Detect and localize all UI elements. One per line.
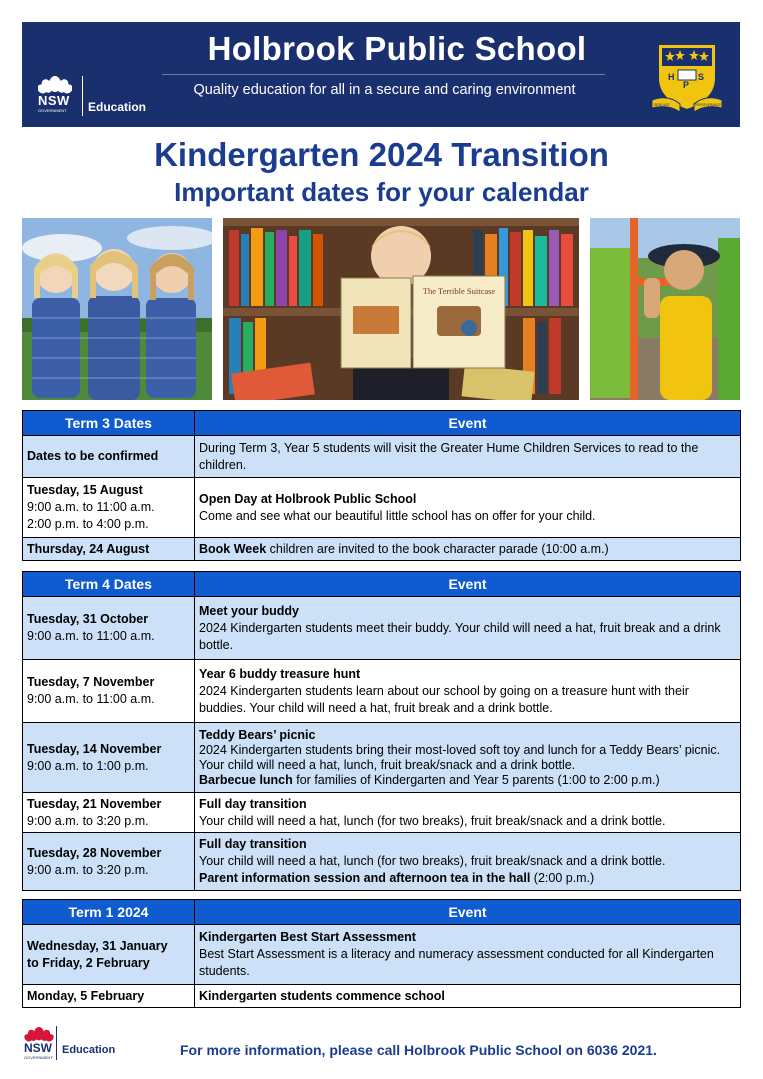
school-header bbox=[22, 22, 740, 127]
school-motto: Quality education for all in a secure and caring environment bbox=[193, 82, 576, 98]
crest-banner-right: PERSEVERANCE bbox=[695, 103, 722, 107]
row-date: Tuesday, 14 November bbox=[27, 741, 162, 756]
term3-header-event: Event bbox=[195, 411, 741, 436]
row-event-heading: Full day transition bbox=[199, 837, 307, 851]
photo-boy-reading bbox=[223, 218, 579, 400]
crest-letter-h: H bbox=[668, 72, 675, 82]
term4-header-dates: Term 4 Dates bbox=[23, 572, 195, 597]
row-time: 9:00 a.m. to 11:00 a.m. bbox=[27, 692, 155, 706]
school-name: Holbrook Public School bbox=[207, 30, 587, 67]
photo-boy-playground bbox=[590, 218, 740, 400]
sub-title: Important dates for your calendar bbox=[174, 177, 589, 207]
row-event-text: Your child will need a hat, lunch (for two breaks), fruit break/snack and a drink bottle. bbox=[199, 813, 666, 828]
row-event-heading: Kindergarten Best Start Assessment bbox=[199, 930, 416, 944]
row-date: Tuesday, 7 November bbox=[27, 675, 155, 689]
row-date: Tuesday, 31 October bbox=[27, 612, 149, 626]
book-title: The Terrible Suitcase bbox=[422, 286, 496, 296]
row-event-heading: Meet your buddy bbox=[199, 603, 300, 618]
row-event-text: 2024 Kindergarten students bring their most-loved soft toy and lunch for a Teddy Bears’ picnic. Your child will need a hat, lunch, fruit break/snack and a drink bottle. bbox=[199, 742, 721, 772]
table-row bbox=[23, 833, 741, 891]
row-event-text: 2024 Kindergarten students meet their buddy. Your child will need a hat, fruit break and a drink bottle. bbox=[199, 620, 721, 652]
footer-nsw-text: NSW bbox=[24, 1041, 52, 1055]
photo-three-girls bbox=[22, 218, 212, 400]
row-event-extra-text: for families of Kindergarten and Year 5 parents (1:00 to 2:00 p.m.) bbox=[292, 772, 660, 787]
term3-header-dates: Term 3 Dates bbox=[23, 411, 195, 436]
row-event-heading: Teddy Bears’ picnic bbox=[199, 727, 316, 742]
footer-contact: For more information, please call Holbrook Public School on 6036 2021. bbox=[180, 1042, 657, 1058]
row-event-extra-text: (2:00 p.m.) bbox=[530, 871, 595, 885]
row-date: Monday, 5 February bbox=[23, 985, 195, 1008]
row-event-heading: Book Week bbox=[199, 541, 267, 556]
row-event-text: During Term 3, Year 5 students will visit the Greater Hume Children Services to read to the children. bbox=[195, 436, 741, 478]
crest-letter-s: S bbox=[698, 72, 705, 82]
nsw-gov-text: GOVERNMENT bbox=[38, 108, 67, 113]
school-crest-icon bbox=[650, 38, 724, 116]
main-title: Kindergarten 2024 Transition bbox=[154, 136, 609, 173]
row-date: Tuesday, 28 November bbox=[27, 845, 162, 860]
table-row bbox=[23, 436, 741, 478]
row-date: Tuesday, 21 November bbox=[27, 796, 162, 811]
row-event-heading: Kindergarten students commence school bbox=[195, 985, 741, 1008]
row-event-extra-bold: Parent information session and afternoon tea in the hall bbox=[199, 871, 531, 885]
row-date: Thursday, 24 August bbox=[23, 538, 195, 561]
term4-table bbox=[22, 571, 741, 891]
row-event-heading: Year 6 buddy treasure hunt bbox=[199, 666, 361, 681]
crest-banner-left: SERVICE bbox=[654, 103, 670, 107]
row-time: 9:00 a.m. to 3:20 p.m. bbox=[27, 813, 149, 828]
row-date: Tuesday, 15 August bbox=[27, 483, 143, 497]
nsw-education-logo bbox=[36, 70, 156, 122]
logo-divider bbox=[82, 76, 83, 116]
table-row bbox=[23, 793, 741, 833]
table-row bbox=[23, 538, 741, 561]
table-row bbox=[23, 660, 741, 723]
row-time: 9:00 a.m. to 11:00 a.m. bbox=[27, 500, 155, 514]
table-row bbox=[23, 478, 741, 538]
row-event-text: 2024 Kindergarten students learn about our school by going on a treasure hunt with their buddies. Your child will need a hat, fruit break and a drink bottle. bbox=[199, 683, 689, 715]
waratah-icon bbox=[24, 1022, 54, 1042]
table-row bbox=[23, 925, 741, 985]
footer-education-label: Education bbox=[62, 1044, 116, 1056]
row-date-end: to Friday, 2 February bbox=[27, 955, 150, 970]
row-event-text: Come and see what our beautiful little school has on offer for your child. bbox=[199, 508, 596, 523]
footer-nsw-logo bbox=[22, 1022, 132, 1062]
row-date: Dates to be confirmed bbox=[23, 436, 195, 478]
crest-letter-p: P bbox=[683, 80, 690, 90]
row-event-text: Best Start Assessment is a literacy and numeracy assessment conducted for all Kindergarten students. bbox=[199, 947, 714, 978]
row-time: 2:00 p.m. to 4:00 p.m. bbox=[27, 517, 149, 531]
table-row bbox=[23, 597, 741, 660]
term1-header-event: Event bbox=[195, 900, 741, 925]
term1-header-dates: Term 1 2024 bbox=[23, 900, 195, 925]
term3-table bbox=[22, 410, 741, 561]
waratah-icon bbox=[38, 70, 72, 94]
row-event-extra-bold: Barbecue lunch bbox=[199, 772, 293, 787]
row-date: Wednesday, 31 January bbox=[27, 938, 168, 953]
education-label: Education bbox=[88, 100, 147, 114]
table-row bbox=[23, 723, 741, 793]
nsw-logo-text: NSW bbox=[38, 93, 70, 108]
row-time: 9:00 a.m. to 1:00 p.m. bbox=[27, 758, 149, 773]
row-time: 9:00 a.m. to 11:00 a.m. bbox=[27, 629, 155, 643]
row-event-text: Your child will need a hat, lunch (for two breaks), fruit break/snack and a drink bottle. bbox=[199, 854, 666, 868]
row-event-heading: Full day transition bbox=[199, 796, 307, 811]
header-divider bbox=[162, 74, 605, 75]
table-row bbox=[23, 985, 741, 1008]
row-event-text: children are invited to the book character parade (10:00 a.m.) bbox=[266, 541, 609, 556]
term1-table bbox=[22, 899, 741, 1008]
row-event-heading: Open Day at Holbrook Public School bbox=[199, 491, 417, 506]
footer-logo-divider bbox=[56, 1026, 57, 1060]
term4-header-event: Event bbox=[195, 572, 741, 597]
footer-gov-text: GOVERNMENT bbox=[24, 1055, 53, 1060]
row-time: 9:00 a.m. to 3:20 p.m. bbox=[27, 862, 149, 877]
